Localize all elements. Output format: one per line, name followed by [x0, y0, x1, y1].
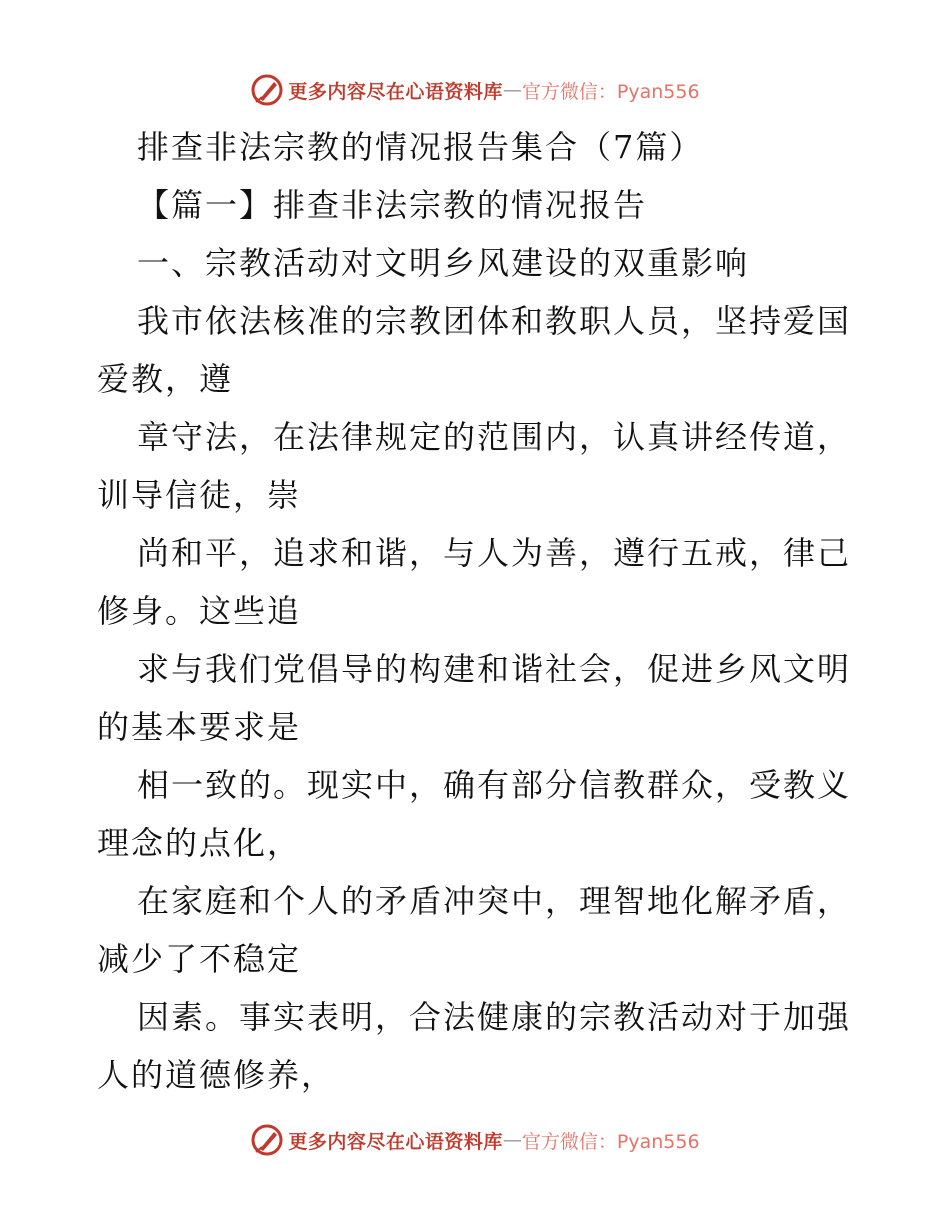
watermark-contact: 官方微信：Pyan556 — [521, 80, 700, 103]
footer-watermark — [0, 1120, 950, 1160]
paragraph-line: 的基本要求是 — [97, 708, 302, 746]
paragraph-line: 相一致的。现实中，确有部分信教群众，受教义 — [137, 766, 852, 804]
paragraph-line: 因素。事实表明，合法健康的宗教活动对于加强 — [137, 998, 852, 1036]
document-title: 排查非法宗教的情况报告集合（7篇） — [137, 128, 704, 166]
header-watermark — [0, 70, 950, 110]
paragraph-line: 理念的点化， — [97, 824, 302, 862]
quill-pen-logo-icon — [250, 73, 284, 107]
paragraph-line: 章守法，在法律规定的范围内，认真讲经传道， — [137, 418, 852, 456]
watermark-dash: — — [502, 79, 522, 101]
document-body — [97, 118, 857, 1104]
paragraph-line: 修身。这些追 — [97, 592, 302, 630]
subsection-title: 一、宗教活动对文明乡风建设的双重影响 — [137, 244, 750, 282]
watermark-dash: — — [502, 1129, 522, 1151]
watermark-text: 更多内容尽在心语资料库 — [288, 80, 503, 103]
quill-pen-logo-icon — [250, 1123, 284, 1157]
watermark-contact: 官方微信：Pyan556 — [521, 1130, 700, 1153]
paragraph-line: 爱教，遵 — [97, 360, 234, 398]
paragraph-line: 在家庭和个人的矛盾冲突中，理智地化解矛盾， — [137, 882, 852, 920]
section-title: 【篇一】排查非法宗教的情况报告 — [137, 186, 648, 224]
paragraph-line: 减少了不稳定 — [97, 940, 302, 978]
watermark-text: 更多内容尽在心语资料库 — [288, 1130, 503, 1153]
paragraph-line: 人的道德修养， — [97, 1056, 336, 1094]
paragraph-line: 我市依法核准的宗教团体和教职人员，坚持爱国 — [137, 302, 852, 340]
paragraph-line: 训导信徒，崇 — [97, 476, 302, 514]
paragraph-line: 求与我们党倡导的构建和谐社会，促进乡风文明 — [137, 650, 852, 688]
paragraph-line: 尚和平，追求和谐，与人为善，遵行五戒，律己 — [137, 534, 852, 572]
